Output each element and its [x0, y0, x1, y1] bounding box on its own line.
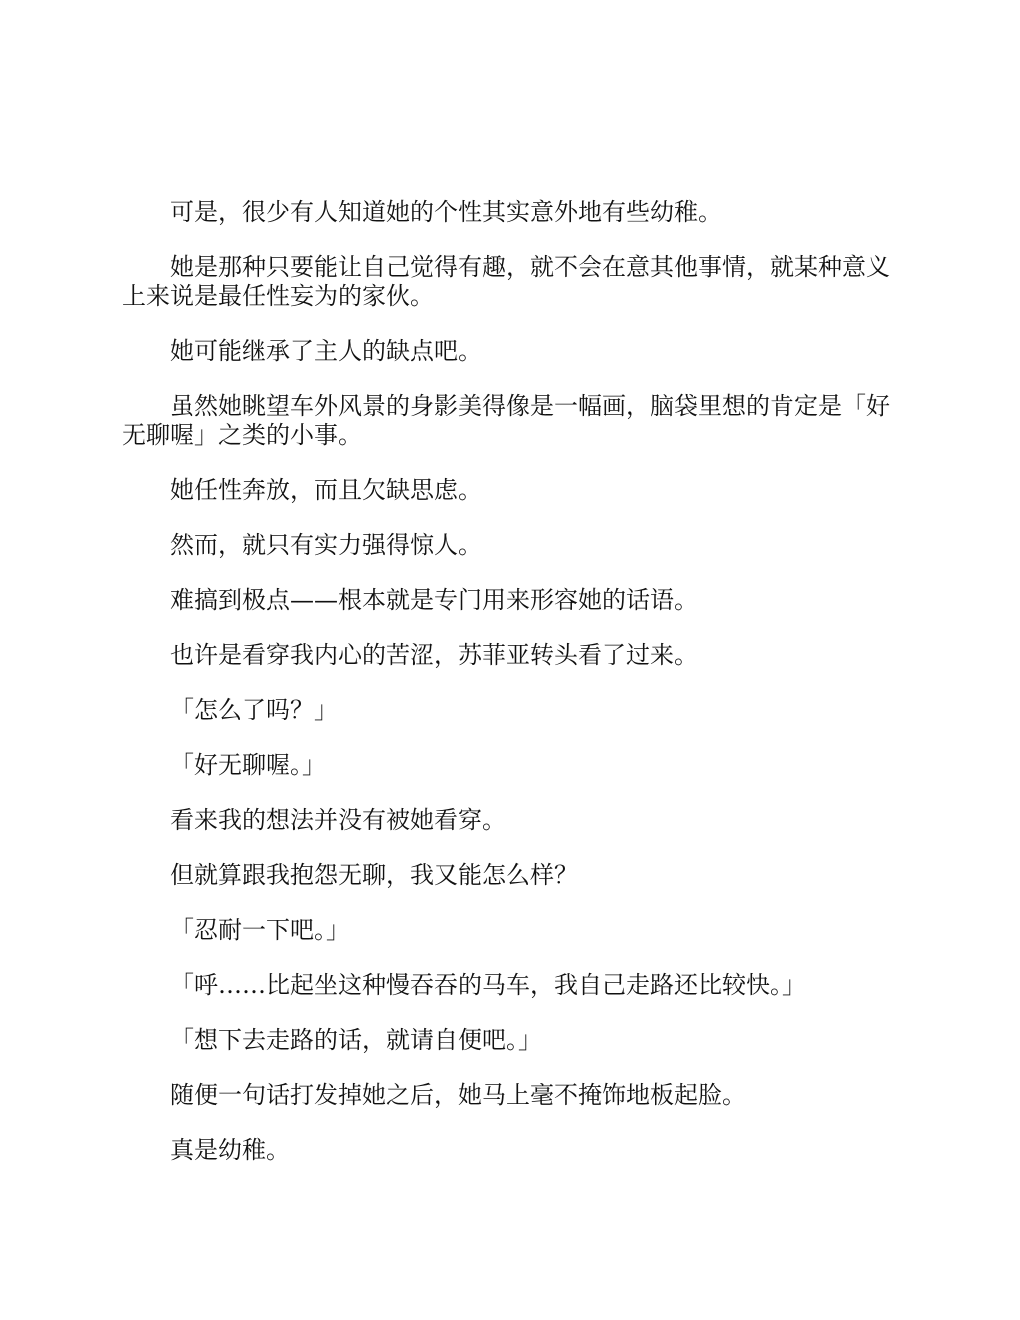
dialogue-line: 「呼……比起坐这种慢吞吞的马车，我自己走路还比较快。」: [170, 971, 806, 999]
dialogue-line: 「想下去走路的话，就请自便吧。」: [170, 1026, 542, 1054]
dialogue-line: 「怎么了吗？」: [170, 696, 338, 724]
paragraph: 然而，就只有实力强得惊人。: [170, 531, 482, 559]
paragraph: 看来我的想法并没有被她看穿。: [170, 806, 506, 834]
paragraph: 虽然她眺望车外风景的身影美得像是一幅画，脑袋里想的肯定是「好无聊喔」之类的小事。: [122, 392, 890, 449]
paragraph: 她可能继承了主人的缺点吧。: [170, 337, 482, 365]
paragraph: 随便一句话打发掉她之后，她马上毫不掩饰地板起脸。: [170, 1081, 746, 1109]
dialogue-line: 「忍耐一下吧。」: [170, 916, 350, 944]
paragraph: 可是，很少有人知道她的个性其实意外地有些幼稚。: [170, 198, 722, 226]
paragraph: 但就算跟我抱怨无聊，我又能怎么样？: [170, 861, 578, 889]
paragraph: 也许是看穿我内心的苦涩，苏菲亚转头看了过来。: [170, 641, 698, 669]
paragraph: 她是那种只要能让自己觉得有趣，就不会在意其他事情，就某种意义上来说是最任性妄为的家伙。: [122, 253, 890, 310]
dialogue-line: 「好无聊喔。」: [170, 751, 326, 779]
paragraph: 她任性奔放，而且欠缺思虑。: [170, 476, 482, 504]
body-text: [122, 198, 902, 1191]
paragraph: 真是幼稚。: [170, 1136, 290, 1164]
paragraph: 难搞到极点——根本就是专门用来形容她的话语。: [170, 586, 698, 614]
